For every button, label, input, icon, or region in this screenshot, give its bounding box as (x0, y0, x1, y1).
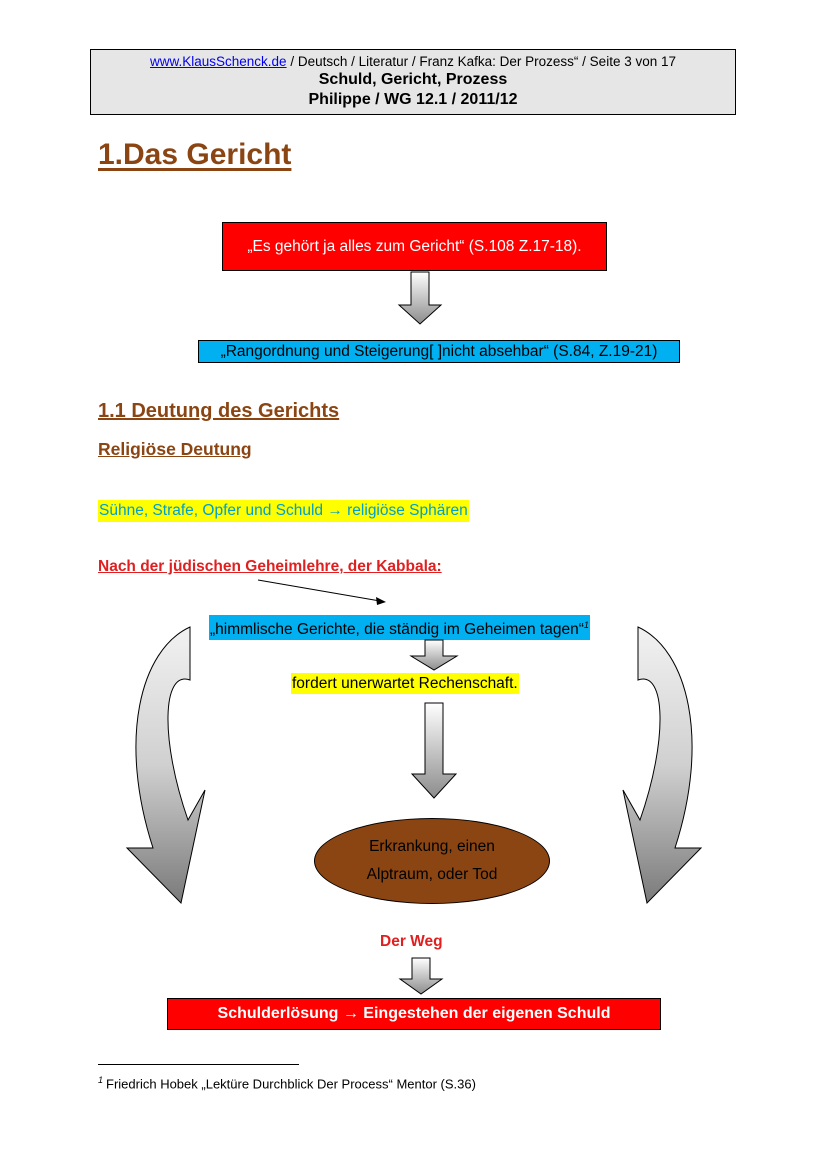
subsection-heading: Religiöse Deutung (98, 439, 252, 459)
footnote-number: 1 (98, 1075, 104, 1085)
pointer-arrow-icon (258, 580, 380, 601)
religious-spheres-line: Sühne, Strafe, Opfer und Schuld → religiöse Sphären (98, 500, 469, 522)
curved-arrow-right-icon (623, 627, 701, 903)
quote-top-text: „Es gehört ja alles zum Gericht“ (S.108 Z.17-18). (247, 237, 582, 255)
ellipse-line-1: Erkrankung, einen (369, 838, 495, 855)
demands-line: fordert unerwartet Rechenschaft. (292, 675, 518, 692)
footnote-text: Friedrich Hobek „Lektüre Durchblick Der Process“ Mentor (S.36) (106, 1076, 476, 1092)
header-subject: Schuld, Gericht, Prozess (318, 71, 508, 88)
down-arrow-icon (412, 703, 456, 798)
final-box-text: Schulderlösung → Eingestehen der eigenen Schuld (217, 1005, 611, 1022)
section-heading: 1.1 Deutung des Gerichts (98, 400, 340, 422)
header-author: Philippe / WG 12.1 / 2011/12 (308, 91, 518, 108)
down-arrow-icon (400, 958, 442, 994)
down-arrow-icon (411, 640, 457, 670)
quote-rank-text: „Rangordnung und Steigerung[ ]nicht absehbar“ (S.84, Z.19-21) (220, 342, 658, 360)
ellipse-line-2: Alptraum, oder Tod (366, 866, 498, 883)
kabbala-heading: Nach der jüdischen Geheimlehre, der Kabbala: (98, 558, 442, 575)
page-title: 1.Das Gericht (98, 138, 292, 171)
curved-arrow-left-icon (127, 627, 205, 903)
courts-quote-text: „himmlische Gerichte, die ständig im Geheimen tagen“ (210, 621, 584, 639)
way-label: Der Weg (380, 933, 443, 950)
website-link[interactable]: www.KlausSchenck.de (150, 54, 287, 69)
header-path: / Deutsch / Literatur / Franz Kafka: Der Prozess“ / Seite 3 von 17 (286, 54, 676, 69)
footnote-reference[interactable]: 1 (583, 620, 589, 630)
down-arrow-icon (399, 272, 441, 324)
